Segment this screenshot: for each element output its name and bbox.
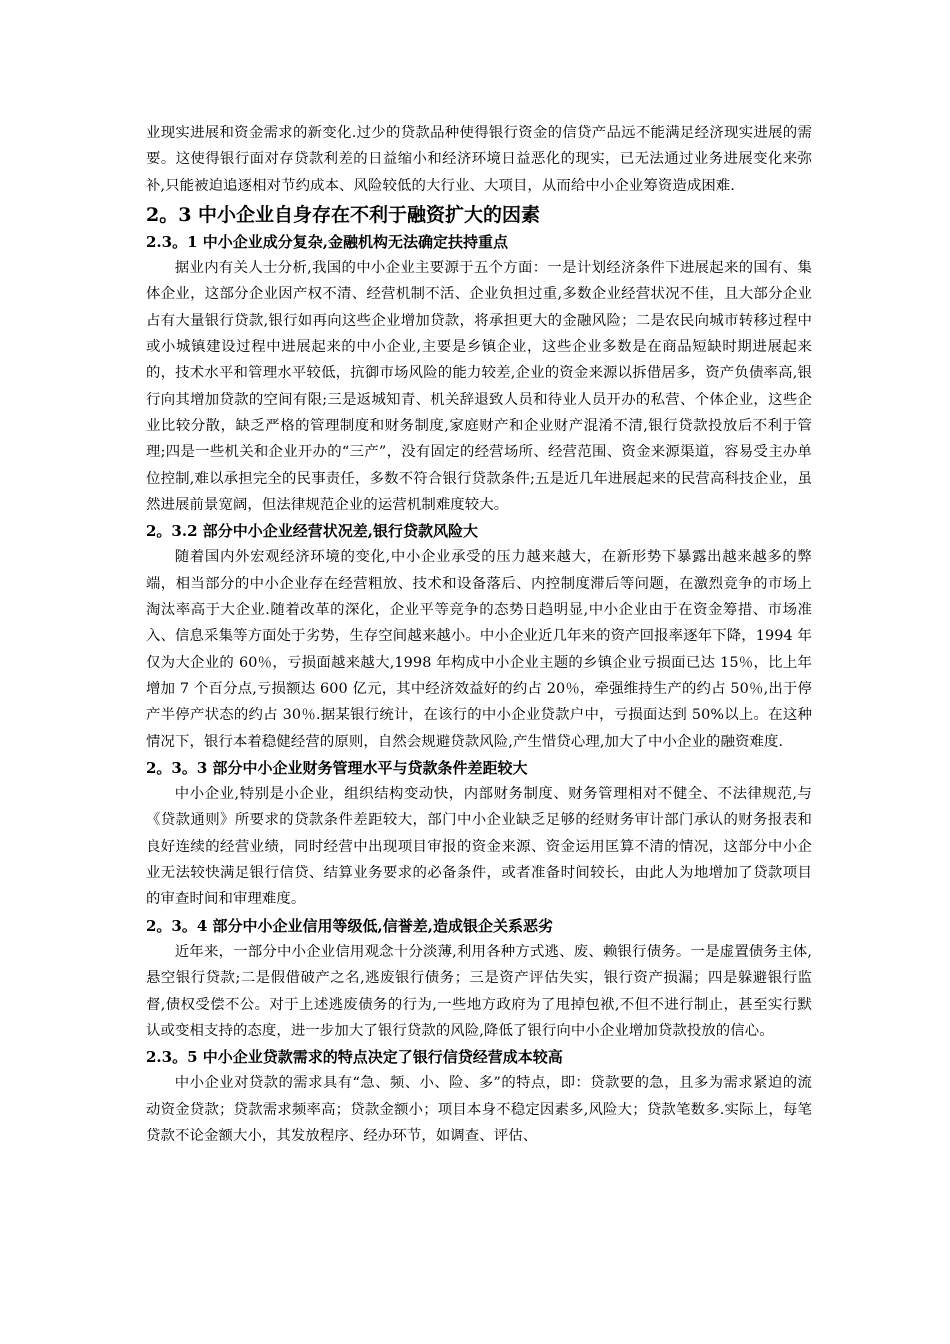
subsection-heading-2-3-4: 2。3。4 部分中小企业信用等级低,信誉差,造成银企关系恶劣 bbox=[146, 916, 553, 935]
subsection-body-2-3-3: 中小企业,特别是小企业，组织结构变动快，内部财务制度、财务管理相对不健全、不法律规范,与《贷款通则》所要求的贷款条件差距较大，部门中小企业缺乏足够的经财务审计部门承认的财务报表和良好连续的经营业绩，同时经营中出现项目审报的资金来源、资金运用匡算不清的情况，这部分中小企业无法较快满足银行信贷、结算业务要求的必备条件，或者准备时间较长，由此人为地增加了贷款项目的审查时间和审理难度。 bbox=[146, 786, 812, 908]
subsection-body-2-3-1: 据业内有关人士分析,我国的中小企业主要源于五个方面：一是计划经济条件下进展起来的国有、集体企业，这部分企业因产权不清、经营机制不活、企业负担过重,多数企业经营状况不佳，且大部分企业占有大量银行贷款,银行如再向这些企业增加贷款，将承担更大的金融风险；二是农民向城市转移过程中或小城镇建设过程中进展起来的中小企业,主要是乡镇企业，这些企业多数是在商品短缺时期进展起来的，技术水平和管理水平较低，抗御市场风险的能力较差,企业的资金来源以拆借居多，资产负债率高,银行向其增加贷款的空间有限;三是返城知青、机关辞退致人员和待业人员开办的私营、个体企业，这些企业比较分散，缺乏严格的管理制度和财务制度,家庭财产和企业财产混淆不清,银行贷款投放后不利于管理;四是一些机关和企业开办的“三产”，没有固定的经营场所、经营范围、资金来源渠道，容易受主办单位控制,难以承担完全的民事责任，多数不符合银行贷款条件;五是近几年进展起来的民营高科技企业，虽然进展前景宽阔，但法律规范企业的运营机制难度较大。 bbox=[146, 260, 812, 513]
subsection-heading-2-3-1: 2.3。1 中小企业成分复杂,金融机构无法确定扶持重点 bbox=[146, 232, 508, 251]
subsection-body-2-3-2: 随着国内外宏观经济环境的变化,中小企业承受的压力越来越大，在新形势下暴露出越来越多的弊端，相当部分的中小企业存在经营粗放、技术和设备落后、内控制度滞后等问题，在激烈竞争的市场上淘汰率高于大企业.随着改革的深化，企业平等竞争的态势日趋明显,中小企业由于在资金筹措、市场准入、信息采集等方面处于劣势，生存空间越来越小。中小企业近几年来的资产回报率逐年下降，1994 年仅为大企业的 60％，亏损面越来越大,1998 年构成中小企业主题的乡镇企业亏损面已达 15％，比上年增加 7 个百分点,亏损额达 600 亿元，其中经济效益好的约占 20％，牵强维持生产的约占 50％,出于停产半停产状态的约占 30％.据某银行统计，在该行的中小企业贷款户中，亏损面达到 50%以上。在这种情况下，银行本着稳健经营的原则，自然会规避贷款风险,产生惜贷心理,加大了中小企业的融资难度. bbox=[146, 549, 812, 750]
subsection-heading-2-3-5: 2.3。5 中小企业贷款需求的特点决定了银行信贷经营成本较高 bbox=[146, 1048, 563, 1067]
subsection-heading-2-3-2: 2。3.2 部分中小企业经营状况差,银行贷款风险大 bbox=[146, 522, 478, 541]
subsection-heading-2-3-3: 2。3。3 部分中小企业财务管理水平与贷款条件差距较大 bbox=[146, 758, 528, 777]
document-page bbox=[146, 120, 812, 1149]
subsection-body-2-3-4: 近年来，一部分中小企业信用观念十分淡薄,利用各种方式逃、废、赖银行债务。一是虚置债务主体,悬空银行贷款;二是假借破产之名,逃废银行债务；三是资产评估失实，银行资产损漏；四是躲避银行监督,债权受偿不公。对于上述逃废债务的行为,一些地方政府为了甩掉包袱,不但不进行制止，甚至实行默认或变相支持的态度，进一步加大了银行贷款的风险,降低了银行向中小企业增加贷款投放的信心。 bbox=[146, 943, 812, 1039]
intro-paragraph: 业现实进展和资金需求的新变化.过少的贷款品种使得银行资金的信贷产品远不能满足经济现实进展的需要。这使得银行面对存贷款利差的日益缩小和经济环境日益恶化的现实，已无法通过业务进展变化来弥补,只能被迫追逐相对节约成本、风险较低的大行业、大项目，从而给中小企业筹资造成困难. bbox=[146, 125, 812, 194]
section-heading-2-3: 2。3 中小企业自身存在不利于融资扩大的因素 bbox=[146, 203, 541, 226]
subsection-body-2-3-5: 中小企业对贷款的需求具有“急、频、小、险、多”的特点，即：贷款要的急，且多为需求紧迫的流动资金贷款；贷款需求频率高；贷款金额小；项目本身不稳定因素多,风险大；贷款笔数多.实际上，每笔贷款不论金额大小，其发放程序、经办环节，如调查、评估、 bbox=[146, 1075, 812, 1144]
